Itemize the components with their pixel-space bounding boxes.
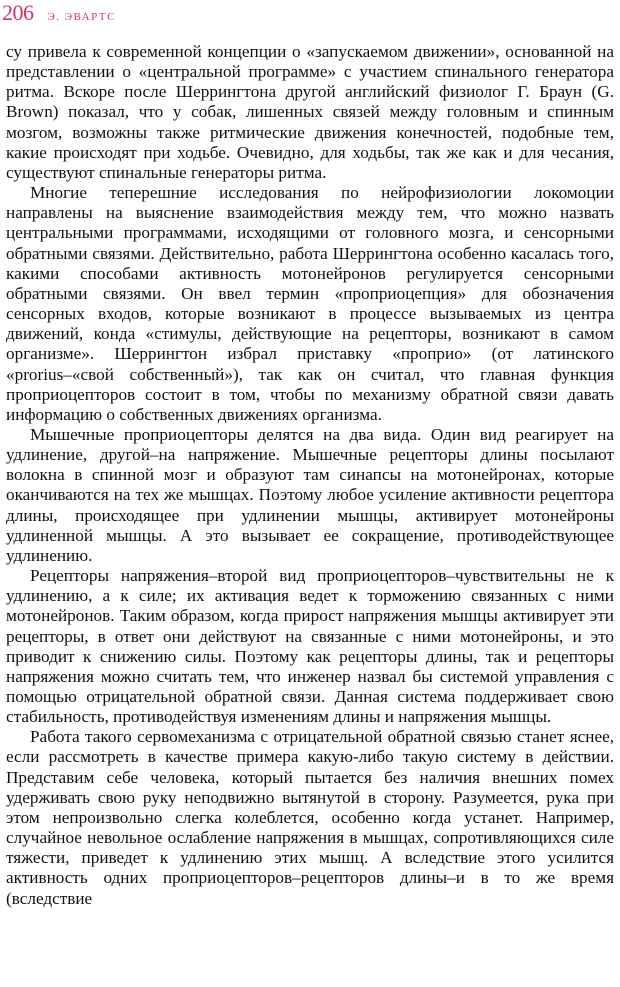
page-number: 206 <box>2 0 34 25</box>
body-text <box>6 42 614 909</box>
paragraph-3: Мышечные проприоцепторы делятся на два вида. Один вид реагирует на удлинение, другой–на напряжение. Мышечные рецепторы длины посылают волокна в спинной мозг и образуют там синапсы на мотонейронах, которые оканчиваются на тех же мышцах. Поэтому любое усиление активности рецептора длины, происходящее при удлинении мышцы, активирует мотонейроны удлиненной мышцы. А это вызывает ее сокращение, противодействующее удлинению. <box>6 424 614 565</box>
paragraph-5: Работа такого сервомеханизма с отрицательной обратной связью станет яснее, если рассмотреть в качестве примера какую-либо такую систему в действии. Представим себе человека, который пытается без наличия внешних помех удерживать свою руку неподвижно вытянутой в сторону. Разумеется, рука при этом непроизвольно слегка колеблется, особенно когда устанет. Например, случайное невольное ослабление напряжения в мышцах, сопротивляющихся силе тяжести, приведет к удлинению этих мышц. А вследствие этого усилится активность одних проприоцепторов–рецепторов длины–и в то же время (вследствие <box>6 727 614 908</box>
paragraph-2: Многие теперешние исследования по нейрофизиологии локомоции направлены на выяснение взаимодействия между тем, что можно назвать центральными программами, исходящими от головного мозга, и сенсорными обратными связями. Действительно, работа Шеррингтона особенно касалась того, какими способами активность мотонейронов регулируется сенсорными обратными связями. Он ввел термин «проприоцепция» для обозначения сенсорных входов, которые возникают в процессе вызываемых из центра движений, конда «стимулы, действующие на рецепторы, возникают в самом организме». Шеррингтон избрал приставку «проприо» (от латинского «prorius–«свой собственный»), так как он считал, что главная функция проприоцепторов состоит в том, чтобы по механизму обратной связи давать информацию о собственных движениях организма. <box>6 183 614 424</box>
paragraph-1: су привела к современной концепции о «запускаемом движении», основанной на представлении о «центральной программе» с участием спинального генератора ритма. Вскоре после Шеррингтона другой английский физиолог Г. Браун (G. Brown) показал, что у собак, лишенных связей между головным и спинным мозгом, возможны также ритмические движения конечностей, подобные тем, какие происходят при ходьбе. Очевидно, для ходьбы, так же как и для чесания, существуют спинальные генераторы ритма. <box>6 42 614 182</box>
page-header <box>2 0 116 26</box>
running-head: Э. ЭВАРТС <box>47 11 116 23</box>
paragraph-4: Рецепторы напряжения–второй вид проприоцепторов–чувствительны не к удлинению, а к силе; их активация ведет к торможению связанных с ними мотонейронов. Таким образом, когда прирост напряжения мышцы активирует эти рецепторы, в ответ они действуют на связанные с ними мотонейроны, и это приводит к снижению силы. Поэтому как рецепторы длины, так и рецепторы напряжения можно считать тем, что инженер назвал бы системой управления с помощью отрицательной обратной связи. Данная система поддерживает свою стабильность, противодействуя изменениям длины и напряжения мышцы. <box>6 566 614 727</box>
